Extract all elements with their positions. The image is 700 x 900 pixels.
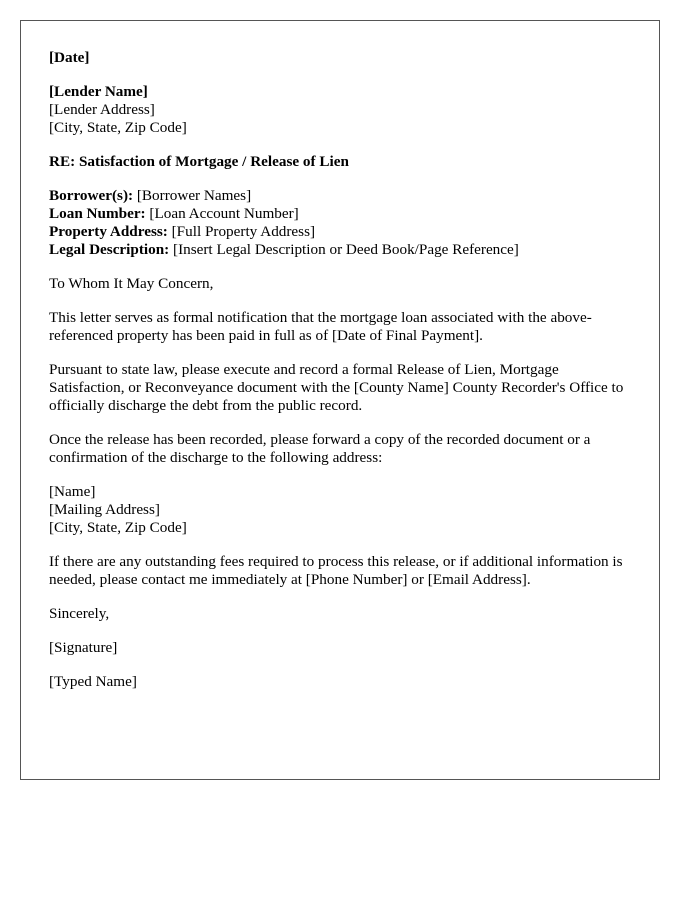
loan-details-block bbox=[49, 187, 631, 259]
detail-borrowers bbox=[49, 187, 631, 205]
detail-label: Property Address: bbox=[49, 223, 168, 240]
detail-label: Borrower(s): bbox=[49, 187, 134, 204]
typed-name-block bbox=[49, 673, 631, 691]
detail-property-address bbox=[49, 223, 631, 241]
re-block bbox=[49, 153, 631, 171]
recipient-name: [Name] bbox=[49, 483, 96, 500]
recipient-city-state-zip: [City, State, Zip Code] bbox=[49, 519, 187, 536]
salutation: To Whom It May Concern, bbox=[49, 275, 214, 292]
lender-city-state-zip: [City, State, Zip Code] bbox=[49, 119, 187, 136]
detail-value: [Borrower Names] bbox=[136, 187, 252, 204]
typed-name: [Typed Name] bbox=[49, 673, 137, 690]
recipient-mailing-address: [Mailing Address] bbox=[49, 501, 160, 518]
paragraph-notification bbox=[49, 309, 631, 345]
body-paragraph: Once the release has been recorded, please forward a copy of the recorded document or a confirmation of the discharge to the following address: bbox=[49, 431, 591, 466]
paragraph-closing bbox=[49, 553, 631, 589]
paragraph-forward bbox=[49, 431, 631, 467]
lender-name: [Lender Name] bbox=[49, 83, 148, 100]
signature-placeholder: [Signature] bbox=[49, 639, 118, 656]
detail-value: [Insert Legal Description or Deed Book/Page Reference] bbox=[173, 241, 519, 258]
detail-label: Legal Description: bbox=[49, 241, 170, 258]
lender-address-block bbox=[49, 83, 631, 137]
body-paragraph: Pursuant to state law, please execute and record a formal Release of Lien, Mortgage Satisfaction, or Reconveyance document with the [County Name] County Recorder's Office to officially discharge the debt from the public record. bbox=[49, 361, 624, 414]
date-block bbox=[49, 49, 631, 67]
body-paragraph: This letter serves as formal notification that the mortgage loan associated with the above-referenced property has been paid in full as of [Date of Final Payment]. bbox=[49, 309, 592, 344]
paragraph-request bbox=[49, 361, 631, 415]
detail-value: [Full Property Address] bbox=[171, 223, 316, 240]
letter-page bbox=[20, 20, 660, 780]
detail-label: Loan Number: bbox=[49, 205, 146, 222]
detail-loan-number bbox=[49, 205, 631, 223]
recipient-address-block bbox=[49, 483, 631, 537]
sign-off-block bbox=[49, 605, 631, 623]
detail-value: [Loan Account Number] bbox=[149, 205, 299, 222]
signature-block bbox=[49, 639, 631, 657]
letter-date: [Date] bbox=[49, 49, 90, 66]
salutation-block bbox=[49, 275, 631, 293]
closing-paragraph: If there are any outstanding fees required to process this release, or if additional information is needed, please contact me immediately at [Phone Number] or [Email Address]. bbox=[49, 553, 623, 588]
lender-address: [Lender Address] bbox=[49, 101, 155, 118]
detail-legal-description bbox=[49, 241, 631, 259]
re-line: RE: Satisfaction of Mortgage / Release of Lien bbox=[49, 153, 349, 170]
sign-off: Sincerely, bbox=[49, 605, 110, 622]
